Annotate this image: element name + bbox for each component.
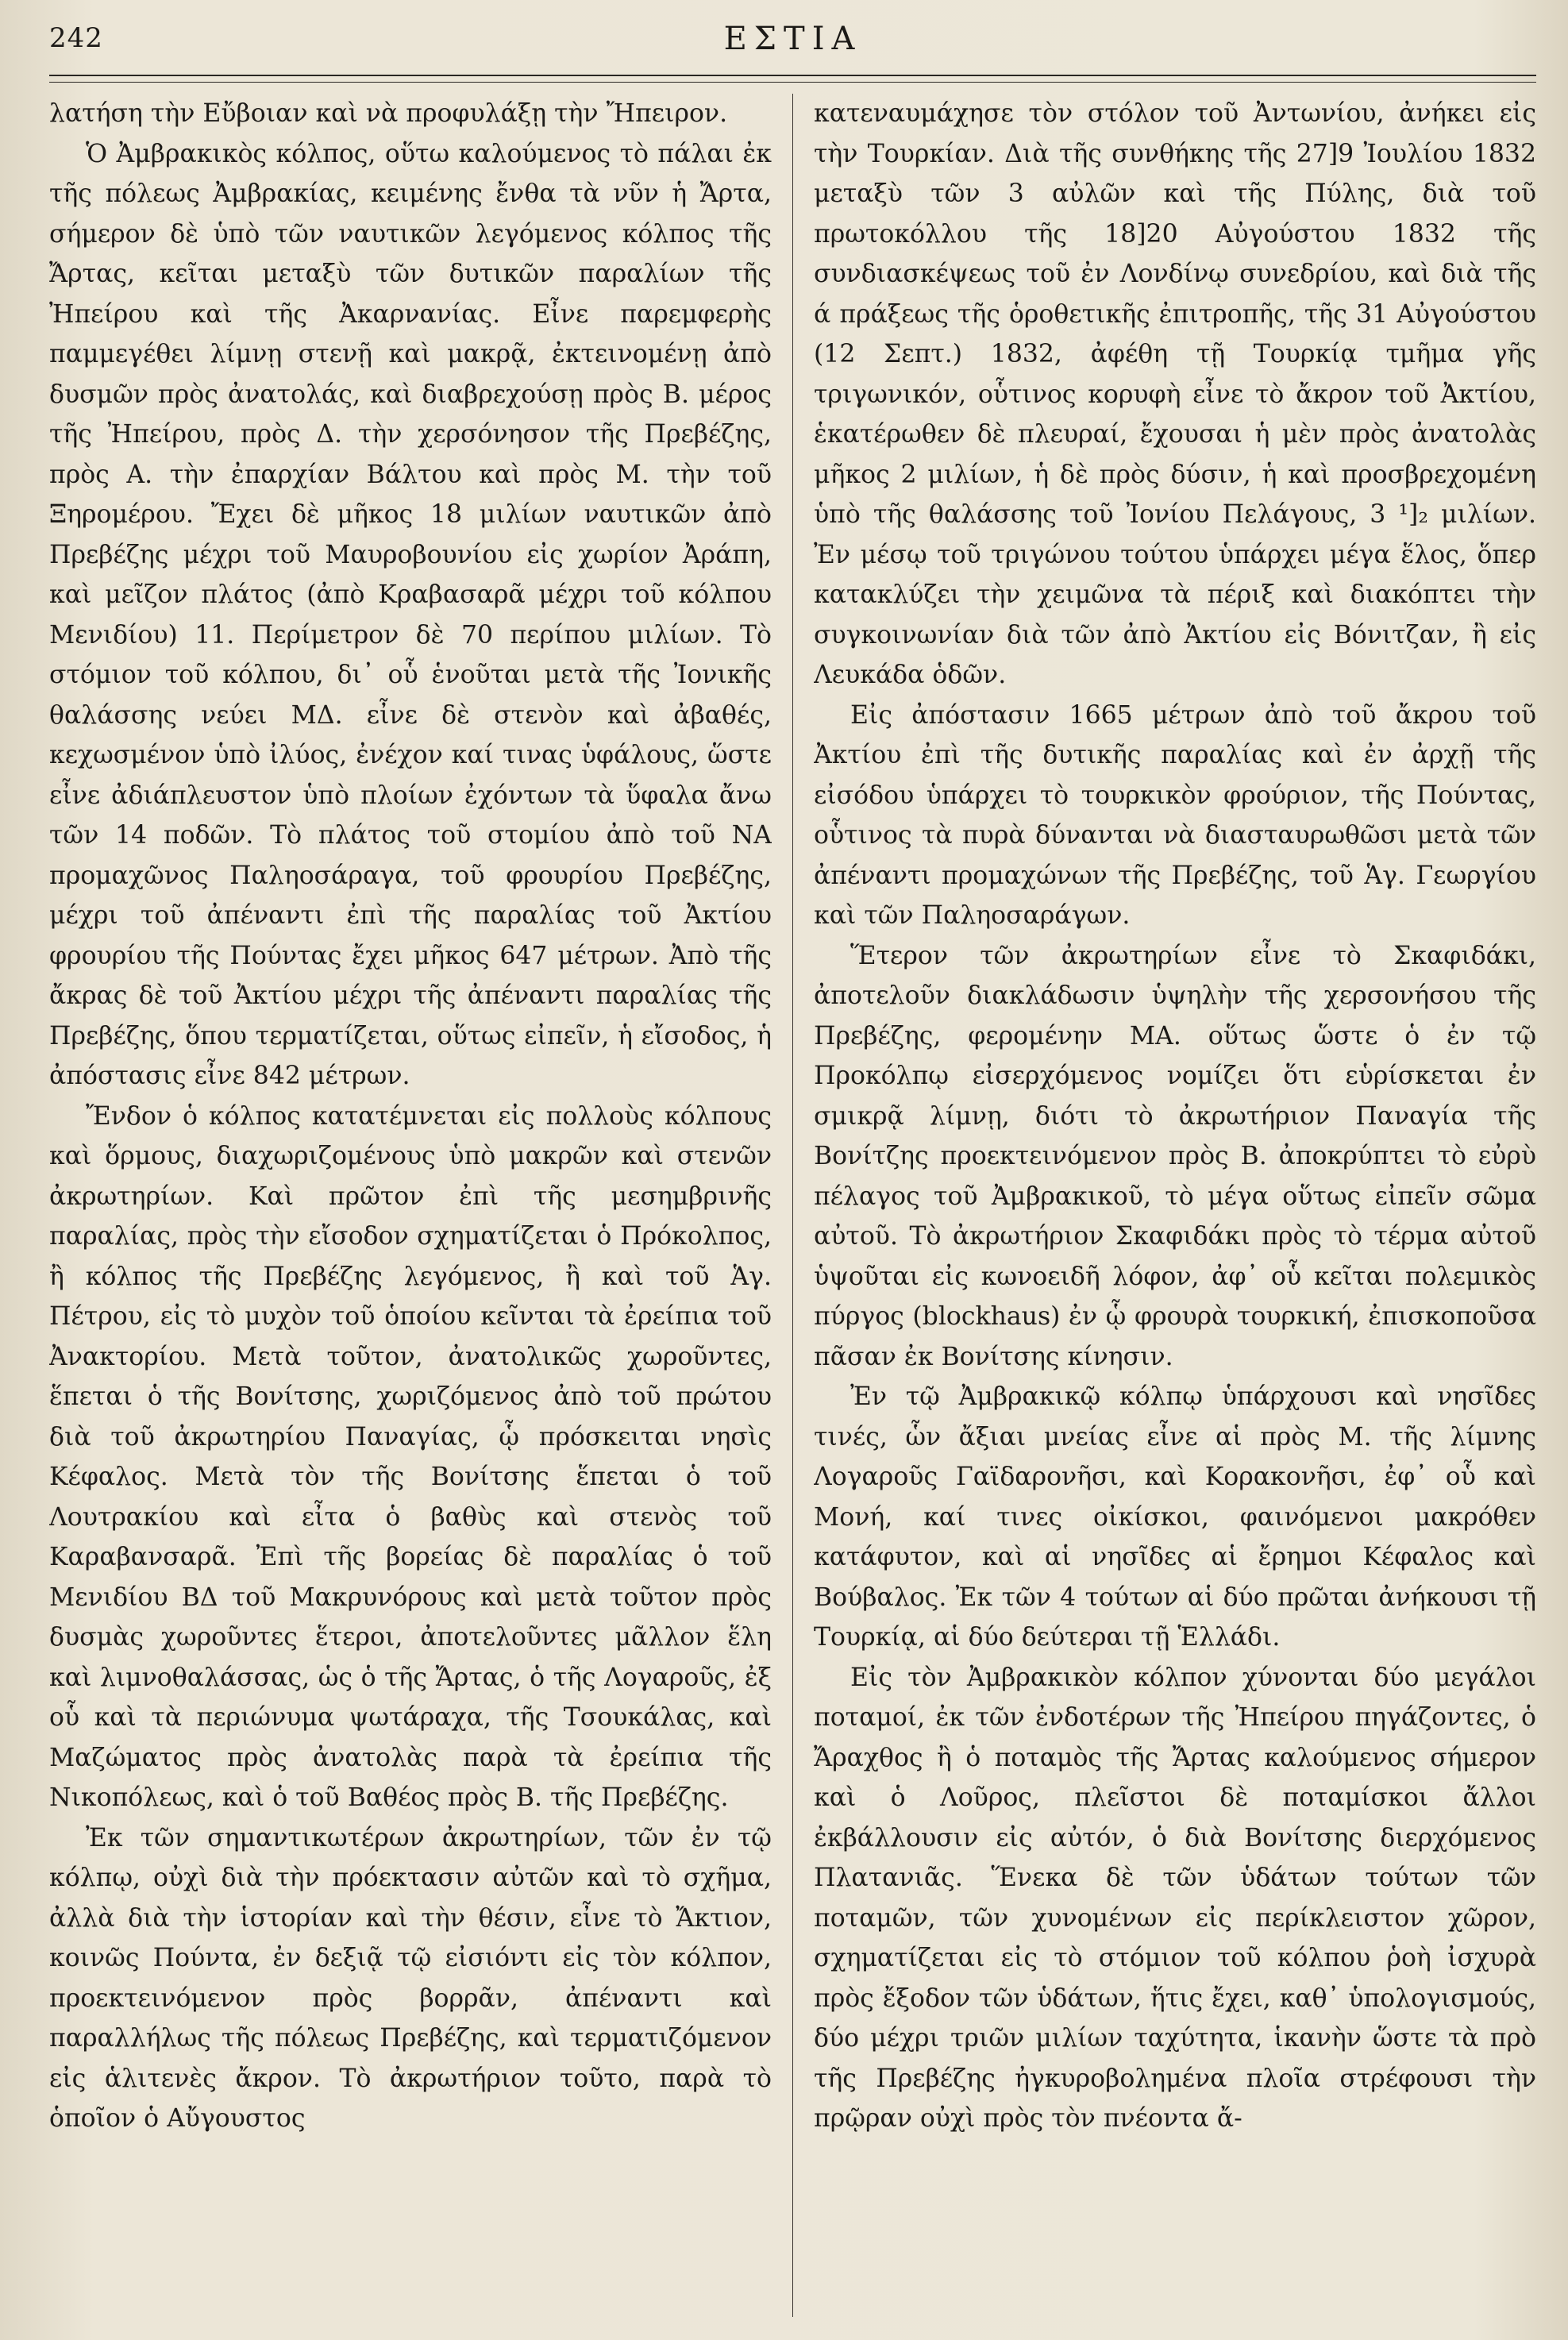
paragraph: Εἰς ἀπόστασιν 1665 μέτρων ἀπὸ τοῦ ἄκρου τοῦ Ἀκτίου ἐπὶ τῆς δυτικῆς παραλίας καὶ ἐν ἀρχῇ τῆς εἰσόδου ὑπάρχει τὸ τουρκικὸν φρούριον, τῆς Πούντας, οὗτινος τὰ πυρὰ δύνανται νὰ διασταυρωθῶσι μετὰ τῶν ἀπέναντι προμαχώνων τῆς Πρεβέζης, τοῦ Ἁγ. Γεωργίου καὶ τῶν Παληοσαράγων. [814,700,1536,930]
paragraph: Ἐκ τῶν σημαντικωτέρων ἀκρωτηρίων, τῶν ἐν τῷ κόλπῳ, οὐχὶ διὰ τὴν πρόεκτασιν αὐτῶν καὶ τὸ σχῆμα, ἀλλὰ διὰ τὴν ἱστορίαν καὶ τὴν θέσιν, εἶνε τὸ Ἄκτιον, κοινῶς Πούντα, ἐν δεξιᾷ τῷ εἰσιόντι εἰς τὸν κόλπον, προεκτεινόμενον πρὸς βορρᾶν, ἀπέναντι καὶ παραλλήλως τῆς πόλεως Πρεβέζης, καὶ τερματιζόμενον εἰς ἁλιτενὲς ἄκρον. Τὸ ἀκρωτήριον τοῦτο, παρὰ τὸ ὁποῖον ὁ Αὔγουστος [49,1823,772,2133]
header-rule-thin [49,82,1536,83]
paragraph: λατήση τὴν Εὔβοιαν καὶ νὰ προφυλάξῃ τὴν Ἤπειρον. [49,99,728,128]
page-number: 242 [49,22,103,54]
page-header [49,17,1536,59]
text-columns [49,94,1536,2317]
paragraph: Ἐν τῷ Ἀμβρακικῷ κόλπῳ ὑπάρχουσι καὶ νησῖδες τινές, ὧν ἄξιαι μνείας εἶνε αἱ πρὸς Μ. τῆς λίμνης Λογαροῦς Γαϊδαρονῆσι, καὶ Κορακονῆσι, ἐφ᾽ οὗ καὶ Μονή, καί τινες οἰκίσκοι, φαινόμενοι μακρόθεν κατάφυτον, καὶ αἱ νησῖδες αἱ ἔρημοι Κέφαλος καὶ Βούβαλος. Ἐκ τῶν 4 τούτων αἱ δύο πρῶται ἀνήκουσι τῇ Τουρκίᾳ, αἱ δύο δεύτεραι τῇ Ἑλλάδι. [814,1382,1536,1652]
paragraph: κατεναυμάχησε τὸν στόλον τοῦ Ἀντωνίου, ἀνήκει εἰς τὴν Τουρκίαν. Διὰ τῆς συνθήκης τῆς 27]9 Ἰουλίου 1832 μεταξὺ τῶν 3 αὐλῶν καὶ τῆς Πύλης, διὰ τοῦ πρωτοκόλλου τῆς 18]20 Αὐγούστου 1832 τῆς συνδιασκέψεως τοῦ ἐν Λονδίνῳ συνεδρίου, καὶ διὰ τῆς ά πράξεως τῆς ὁροθετικῆς ἐπιτροπῆς, τῆς 31 Αὐγούστου (12 Σεπτ.) 1832, ἀφέθη τῇ Τουρκίᾳ τμῆμα γῆς τριγωνικόν, οὗτινος κορυφὴ εἶνε τὸ ἄκρον τοῦ Ἀκτίου, ἑκατέρωθεν δὲ πλευραί, ἔχουσαι ἡ μὲν πρὸς ἀνατολὰς μῆκος 2 μιλίων, ἡ δὲ πρὸς δύσιν, ἡ καὶ προσβρεχομένη ὑπὸ τῆς θαλάσσης τοῦ Ἰονίου Πελάγους, 3 ¹]₂ μιλίων. Ἐν μέσῳ τοῦ τριγώνου τούτου ὑπάρχει μέγα ἕλος, ὅπερ κατακλύζει τὴν χειμῶνα τὰ πέριξ καὶ διακόπτει τὴν συγκοινωνίαν διὰ τῶν ἀπὸ Ἀκτίου εἰς Βόνιτζαν, ἢ εἰς Λευκάδα ὁδῶν. [814,99,1536,689]
paragraph: Ἔνδον ὁ κόλπος κατατέμνεται εἰς πολλοὺς κόλπους καὶ ὅρμους, διαχωριζομένους ὑπὸ μακρῶν καὶ στενῶν ἀκρωτηρίων. Καὶ πρῶτον ἐπὶ τῆς μεσημβρινῆς παραλίας, πρὸς τὴν εἴσοδον σχηματίζεται ὁ Πρόκολπος, ἢ κόλπος τῆς Πρεβέζης λεγόμενος, ἢ καὶ τοῦ Ἁγ. Πέτρου, εἰς τὸ μυχὸν τοῦ ὁποίου κεῖνται τὰ ἐρείπια τοῦ Ἀνακτορίου. Μετὰ τοῦτον, ἀνατολικῶς χωροῦντες, ἕπεται ὁ τῆς Βονίτσης, χωριζόμενος ἀπὸ τοῦ πρώτου διὰ τοῦ ἀκρωτηρίου Παναγίας, ᾧ πρόσκειται νησὶς Κέφαλος. Μετὰ τὸν τῆς Βονίτσης ἕπεται ὁ τοῦ Λουτρακίου καὶ εἶτα ὁ βαθὺς καὶ στενὸς τοῦ Καραβανσαρᾶ. Ἐπὶ τῆς βορείας δὲ παραλίας ὁ τοῦ Μενιδίου ΒΔ τοῦ Μακρυνόρους καὶ μετὰ τοῦτον πρὸς δυσμὰς χωροῦντες ἕτεροι, ἀποτελοῦντες μᾶλλον ἕλη καὶ λιμνοθαλάσσας, ὡς ὁ τῆς Ἄρτας, ὁ τῆς Λογαροῦς, ἐξ οὗ καὶ τὰ περιώνυμα ψωτάραχα, τῆς Τσουκάλας, καὶ Μαζώματος πρὸς ἀνατολὰς παρὰ τὰ ἐρείπια τῆς Νικοπόλεως, καὶ ὁ τοῦ Βαθέος πρὸς Β. τῆς Πρεβέζης. [49,1101,772,1812]
paragraph: Ἕτερον τῶν ἀκρωτηρίων εἶνε τὸ Σκαφιδάκι, ἀποτελοῦν διακλάδωσιν ὑψηλὴν τῆς χερσονήσου τῆς Πρεβέζης, φερομένην ΜΑ. οὕτως ὥστε ὁ ἐν τῷ Προκόλπῳ εἰσερχόμενος νομίζει ὅτι εὑρίσκεται ἐν σμικρᾷ λίμνῃ, διότι τὸ ἀκρωτήριον Παναγία τῆς Βονίτζης προεκτεινόμενον πρὸς Β. ἀποκρύπτει τὸ εὐρὺ πέλαγος τοῦ Ἀμβρακικοῦ, τὸ μέγα οὕτως εἰπεῖν σῶμα αὐτοῦ. Τὸ ἀκρωτήριον Σκαφιδάκι πρὸς τὸ τέρμα αὐτοῦ ὑψοῦται εἰς κωνοειδῆ λόφον, ἀφ᾽ οὗ κεῖται πολεμικὸς πύργος (blockhaus) ἐν ᾧ φρουρὰ τουρκική, ἐπισκοποῦσα πᾶσαν ἐκ Βονίτσης κίνησιν. [814,941,1536,1371]
right-column [814,94,1536,2317]
left-column [49,94,772,2317]
paragraph: Εἰς τὸν Ἀμβρακικὸν κόλπον χύνονται δύο μεγάλοι ποταμοί, ἐκ τῶν ἐνδοτέρων τῆς Ἠπείρου πηγάζοντες, ὁ Ἄραχθος ἢ ὁ ποταμὸς τῆς Ἄρτας καλούμενος σήμερον καὶ ὁ Λοῦρος, πλεῖστοι δὲ ποταμίσκοι ἄλλοι ἐκβάλλουσιν εἰς αὐτόν, ὁ διὰ Βονίτσης διερχόμενος Πλατανιᾶς. Ἕνεκα δὲ τῶν ὑδάτων τούτων τῶν ποταμῶν, τῶν χυνομένων εἰς περίκλειστον χῶρον, σχηματίζεται εἰς τὸ στόμιον τοῦ κόλπου ῥοὴ ἰσχυρὰ πρὸς ἔξοδον τῶν ὑδάτων, ἥτις ἔχει, καθ᾽ ὑπολογισμούς, δύο μέχρι τριῶν μιλίων ταχύτητα, ἱκανὴν ὥστε τὰ πρὸ τῆς Πρεβέζης ἠγκυροβολημένα πλοῖα στρέφουσι τὴν πρῷραν οὐχὶ πρὸς τὸν πνέοντα ἄ- [814,1663,1536,2133]
paragraph: Ὁ Ἀμβρακικὸς κόλπος, οὕτω καλούμενος τὸ πάλαι ἐκ τῆς πόλεως Ἀμβρακίας, κειμένης ἔνθα τὰ νῦν ἡ Ἄρτα, σήμερον δὲ ὑπὸ τῶν ναυτικῶν λεγόμενος κόλπος τῆς Ἄρτας, κεῖται μεταξὺ τῶν δυτικῶν παραλίων τῆς Ἠπείρου καὶ τῆς Ἀκαρνανίας. Εἶνε παρεμφερὴς παμμεγέθει λίμνῃ στενῇ καὶ μακρᾷ, ἐκτεινομένῃ ἀπὸ δυσμῶν πρὸς ἀνατολάς, καὶ διαβρεχούσῃ πρὸς Β. μέρος τῆς Ἠπείρου, πρὸς Δ. τὴν χερσόνησον τῆς Πρεβέζης, πρὸς Α. τὴν ἐπαρχίαν Βάλτου καὶ πρὸς Μ. τὴν τοῦ Ξηρομέρου. Ἔχει δὲ μῆκος 18 μιλίων ναυτικῶν ἀπὸ Πρεβέζης μέχρι τοῦ Μαυροβουνίου εἰς χωρίον Ἀράπη, καὶ μεῖζον πλάτος (ἀπὸ Κραβασαρᾶ μέχρι τοῦ κόλπου Μενιδίου) 11. Περίμετρον δὲ 70 περίπου μιλίων. Τὸ στόμιον τοῦ κόλπου, δι᾽ οὗ ἑνοῦται μετὰ τῆς Ἰονικῆς θαλάσσης νεύει ΜΔ. εἶνε δὲ στενὸν καὶ ἀβαθές, κεχωσμένον ὑπὸ ἰλύος, ἐνέχον καί τινας ὑφάλους, ὥστε εἶνε ἀδιάπλευστον ὑπὸ πλοίων ἐχόντων τὰ ὕφαλα ἄνω τῶν 14 ποδῶν. Τὸ πλάτος τοῦ στομίου ἀπὸ τοῦ ΝΑ προμαχῶνος Παληοσάραγα, τοῦ φρουρίου Πρεβέζης, μέχρι τοῦ ἀπέναντι ἐπὶ τῆς παραλίας τοῦ Ἀκτίου φρουρίου τῆς Πούντας ἔχει μῆκος 647 μέτρων. Ἀπὸ τῆς ἄκρας δὲ τοῦ Ἀκτίου μέχρι τῆς ἀπέναντι παραλίας τῆς Πρεβέζης, ὅπου τερματίζεται, οὕτως εἰπεῖν, ἡ εἴσοδος, ἡ ἀπόστασις εἶνε 842 μέτρων. [49,139,772,1090]
header-rule [49,75,1536,76]
running-title: ΕΣΤΙΑ [723,21,862,57]
column-divider [792,94,793,2317]
